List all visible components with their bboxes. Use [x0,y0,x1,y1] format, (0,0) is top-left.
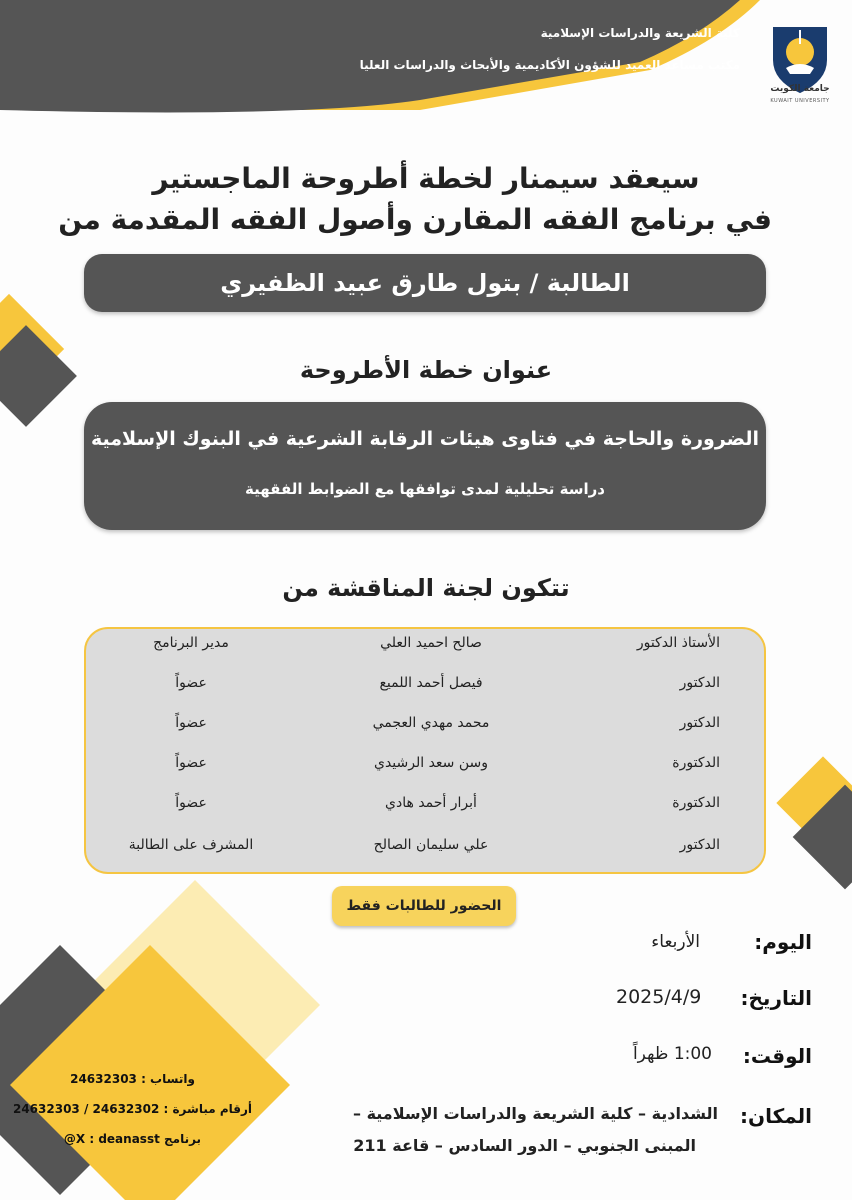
day-value: الأربعاء [651,932,700,952]
announcement-line-2: في برنامج الفقه المقارن وأصول الفقه المقدمة من [58,203,772,236]
member-role: عضواً [175,675,207,691]
committee-row [86,675,764,705]
date-label: التاريخ: [740,986,812,1010]
contact-whatsapp: واتساب : 24632303 [70,1072,195,1086]
member-title: الدكتورة [672,755,720,771]
member-name: فيصل أحمد اللميع [379,675,483,691]
member-name: صالح احميد العلي [380,635,482,651]
student-name: الطالبة / بتول طارق عبيد الظفيري [220,269,630,297]
university-name-en: KUWAIT UNIVERSITY [770,98,830,104]
university-name-ar: جامعة الكويت [770,84,830,94]
member-role: عضواً [175,795,207,811]
committee-panel [84,627,766,874]
member-name: وسن سعد الرشيدي [373,755,489,771]
announcement-line-1: سيعقد سيمنار لخطة أطروحة الماجستير [152,162,700,195]
place-label: المكان: [740,1104,812,1128]
committee-row [86,635,764,665]
contact-direct-numbers: أرقام مباشرة : 24632302 / 24632303 [12,1102,253,1116]
member-role: المشرف على الطالبة [128,837,254,853]
left-gray-diamond [0,325,77,427]
committee-heading: تتكون لجنة المناقشة من [282,574,570,602]
student-banner [84,254,766,312]
header-gray-band [0,0,740,112]
committee-row [86,755,764,785]
thesis-title-line-1: الضرورة والحاجة في فتاوى هيئات الرقابة الشرعية في البنوك الإسلامية [90,428,760,450]
member-name: أبرار أحمد هادي [385,795,477,811]
committee-row [86,837,764,867]
thesis-title-box [84,402,766,530]
office-name: مكتب مساعد العميد للشؤون الأكاديمية والأبحاث والدراسات العليا [359,58,740,72]
thesis-title-line-2: دراسة تحليلية لمدى توافقها مع الضوابط الفقهية [245,480,605,498]
place-line-1: الشدادية – كلية الشريعة والدراسات الإسلامية – [353,1104,718,1123]
thesis-heading: عنوان خطة الأطروحة [299,356,553,384]
committee-row [86,715,764,745]
college-name: كلية الشريعة والدراسات الإسلامية [540,26,740,40]
attendance-badge: الحضور للطالبات فقط [332,886,516,926]
member-title: الدكتورة [672,795,720,811]
place-line-2: المبنى الجنوبي – الدور السادس – قاعة 211 [353,1136,696,1155]
member-title: الدكتور [679,837,720,853]
time-value: 1:00 ظهراً [632,1044,712,1064]
member-role: عضواً [175,715,207,731]
member-name: علي سليمان الصالح [373,837,489,853]
member-role: مدير البرنامج [153,635,229,651]
date-value: 2025/4/9 [616,986,702,1008]
member-title: الأستاذ الدكتور [636,635,720,651]
day-label: اليوم: [754,930,812,954]
committee-row [86,795,764,825]
contact-x-handle: برنامج X : deanasst@ [63,1132,202,1146]
member-name: محمد مهدي العجمي [372,715,490,731]
member-title: الدكتور [679,675,720,691]
member-role: عضواً [175,755,207,771]
member-title: الدكتور [679,715,720,731]
time-label: الوقت: [742,1044,812,1068]
